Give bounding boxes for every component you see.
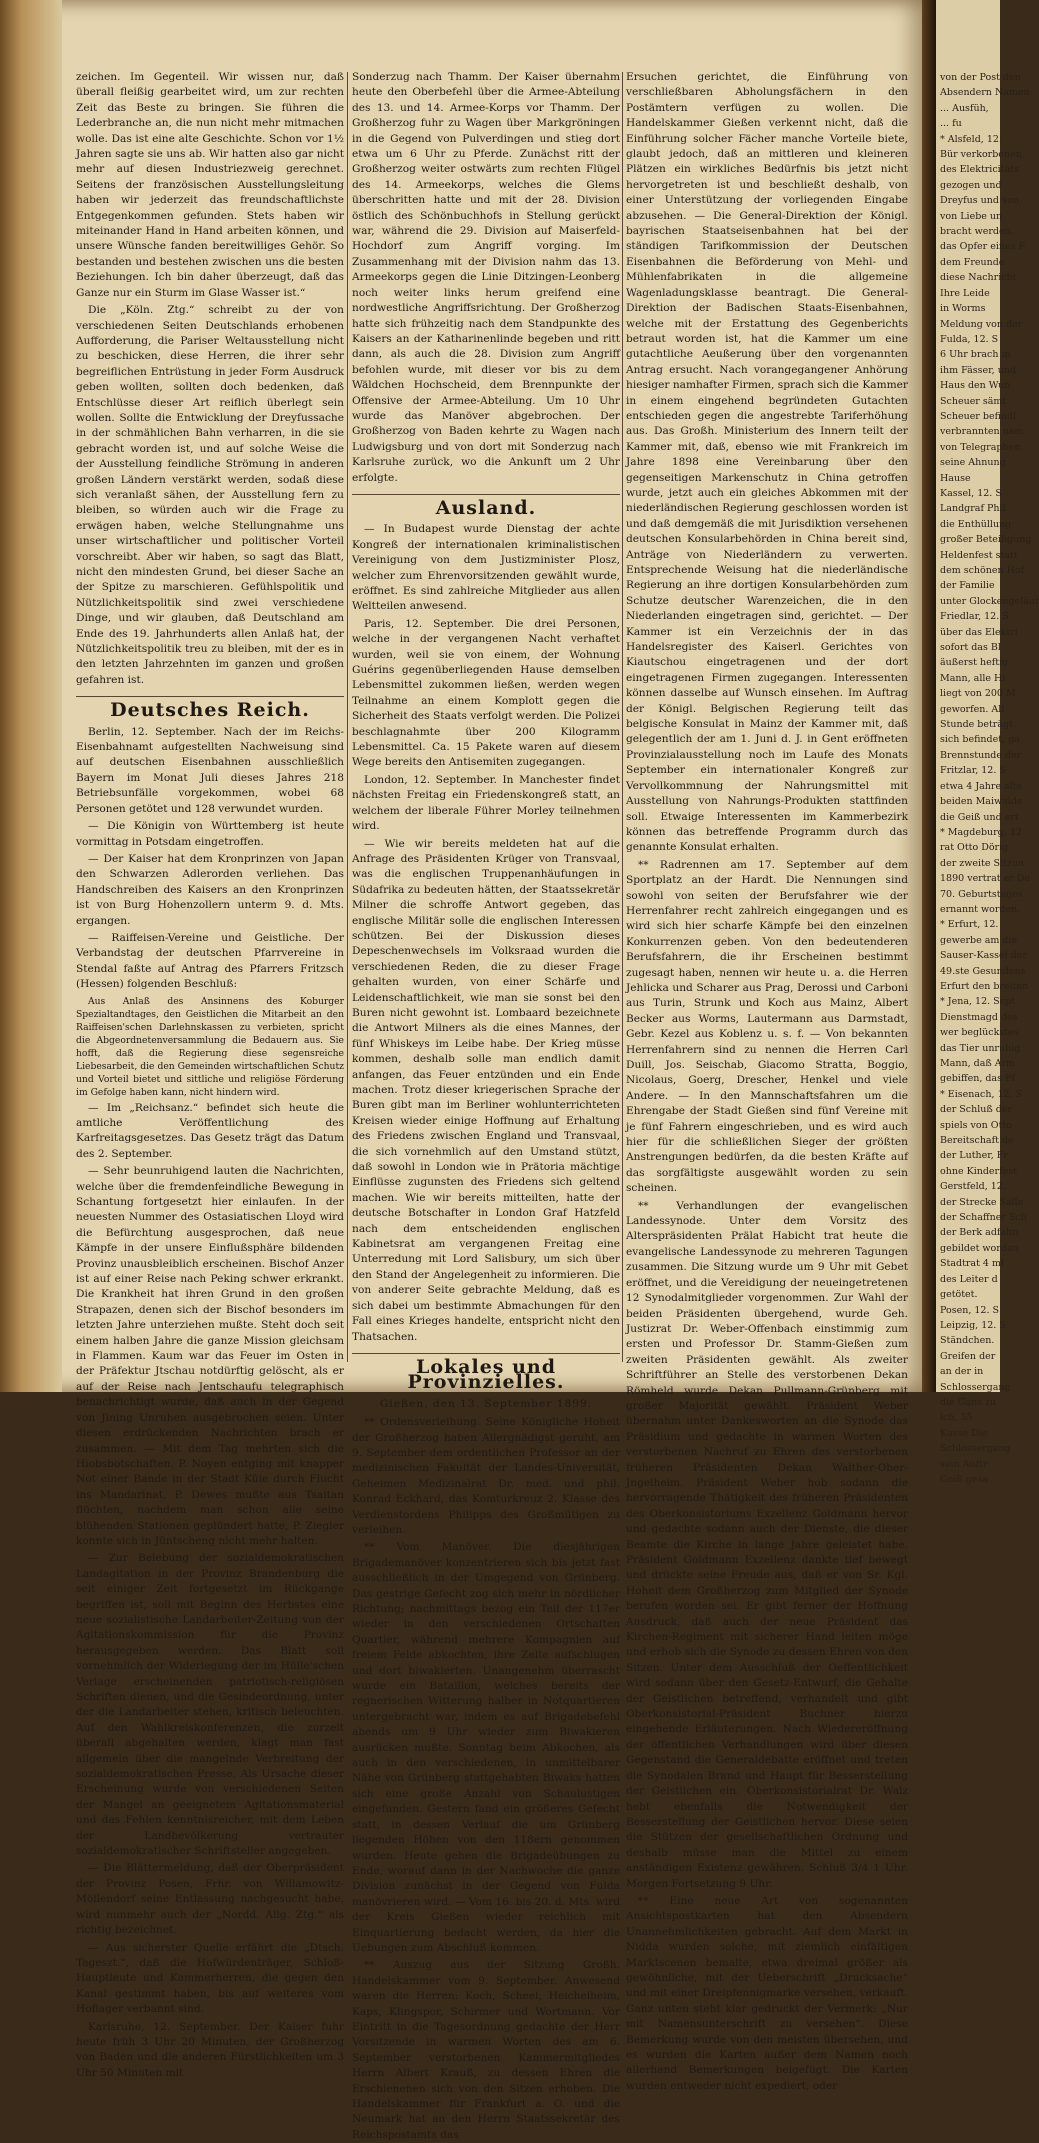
adjacent-page-line: der zweite Sitzun <box>940 857 1025 869</box>
adjacent-page-line: diese Nachricht <box>940 272 1017 284</box>
adjacent-page-line: Friedlar, 12. S <box>940 611 1009 623</box>
adjacent-page-line: bracht werden. <box>940 226 1014 238</box>
paragraph-hofwuerdentraeger: — Aus sicherster Quelle erfährt die „Dtsch. Tageszt.“, daß die Hofwürdenträger, Schloß-Hauptleute und Kammerherren, die gegen den Kanal gestimmt haben, bis auf weiteres vom Hoflager verbannt sind. <box>76 1941 344 2016</box>
adjacent-page-line: Kasse Die <box>940 1427 988 1439</box>
paragraph-manoever-thamm: Sonderzug nach Thamm. Der Kaiser übernahm heute den Oberbefehl über die Armee-Abteilung des 13. und 14. Armee-Korps vor Thamm. Der Großherzog fuhr zu Wagen über Markgröningen in die Gegend von Pulverdingen und stieg dort etwa um 6 Uhr zu Pferde. Zunächst ritt der Großherzog weiter ostwärts zum rechten Flügel des 14. Armeekorps, welches die Glems überschritten hatte und mit der 28. Division östlich des Schönbuchhofs in Stellung gerückt war, während die 29. Division auf Maiserfeld-Hochdorf zum Angriff vorging. Im Zusammenhang mit der Division nahm das 13. Armeekorps gegen die Linie Ditzingen-Leonberg noch weiter links herum greifend eine nordwestliche Angriffsrichtung. Der Großherzog hatte sich frühzeitig nach dem Standpunkte des Kaisers an der Katharinenlinde begeben und ritt dann, als auch die 28. Division zum Angriff befohlen wurde, mit dieser vor bis zu dem Wäldchen Hochscheid, dem Brennpunkte der Offensive der Armee-Abteilung. Um 10 Uhr wurde das Manöver abgebrochen. Der Großherzog von Baden kehrte zu Wagen nach Ludwigsburg und von dort mit Sonderzug nach Karlsruhe zurück, wo die Ankunft um 2 Uhr erfolgte. <box>352 71 620 484</box>
adjacent-page-line: Schlossergang <box>940 1381 1011 1393</box>
paragraph-koelnische-zeitung: Die „Köln. Ztg.“ schreibt zu der von verschiedenen Seiten Deutschlands erhobenen Aufforderung, die Pariser Weltausstellung nicht zu beschicken, diese Herren, die ihrer sehr begreiflichen Entrüstung in jeder Form Ausdruck geben wollten, sollten doch bedenken, daß Entschlüsse dieser Art reiflich überlegt sein wollen. Sollte die Entwicklung der Dreyfussache in der schmählichen Bahn verharren, in die sie gebracht worden ist, und auf solche Weise die der Ausstellung feindliche Strömung in anderen großen Ländern verstärkt werden, sodaß diese sich veranlaßt sähen, der Ausstellung fern zu bleiben, so würden auch wir die Frage zu erwägen haben, welche Stellungnahme uns unser wirtschaftlicher und politischer Vorteil vorschreibt. Aber wir haben, so sagt das Blatt, nicht den mindesten Grund, bei dieser Sache an der Spitze zu marschieren. Gefühlspolitik und Nützlichkeitspolitik sind zwei verschiedene Dinge, und wir glauben, daß Deutschland am Ende des 19. Jahrhunderts allen Anlaß hat, der Nützlichkeitspolitik treu zu bleiben, mit der es in den letzten Jahrzehnten im ganzen und großen gefahren ist. <box>76 304 344 686</box>
adjacent-page-line: Heldenfest statt <box>940 549 1018 561</box>
paragraph-raiffeisen: — Raiffeisen-Vereine und Geistliche. Der Verbandstag der deutschen Pfarrvereine in Stendal faßte auf Antrag des Pfarrers Fritzsch (Hessen) folgenden Beschluß: <box>76 931 344 991</box>
adjacent-page-line: das Tier unruhig <box>940 1042 1021 1054</box>
adjacent-page-line: Stunde beträgt <box>940 719 1013 731</box>
adjacent-page-line: rat Otto Dörig <box>940 842 1009 854</box>
paragraph-ansichtspostkarten: ** Eine neue Art von sogenannten Ansichtspostkarten hat den Absendern Unannehmlichkeiten gebracht. Auf dem Markt in Nidda wurden solche, mit ziemlich einfältigen Marktscenen bemalte, etwa dreimal größer als gewöhnliche, mit der Ueberschrift „Drucksache“ und mit einer Dreipfennigmarke versehen, verkauft. Ganz unten steht klar gedruckt der Vermerk: „Nur mit Namensunterschrift zu versehen“. Diese Bemerkung wurde von den meisten übersehen, und es wurden die Karten außer dem Namen noch allerhand Bemerkungen beigefügt. Die Karten wurden entweder nicht expediert, oder <box>626 1894 908 2092</box>
adjacent-page-line: an der in <box>940 1366 984 1378</box>
adjacent-page-line: unter Glockengeläut <box>940 595 1039 607</box>
adjacent-page-line: großer Beteiligung <box>940 534 1032 546</box>
adjacent-page-line: ohne Kinderfest <box>940 1165 1017 1177</box>
adjacent-page-line: von Telegraphen <box>940 441 1021 453</box>
column-1 <box>76 70 344 2079</box>
adjacent-page-line: ernannt worden. <box>940 903 1021 915</box>
adjacent-page-line: 70. Geburtstages <box>940 888 1023 900</box>
dateline: Gießen, den 13. September 1899. <box>379 1397 593 1410</box>
paragraph-sozialdemokratie: — Zur Belebung der sozialdemokratischen Landagitation in der Provinz Brandenburg die seit einiger Zeit fortgesetzt im Rückgange begriffen ist, soll mit Beginn des Herbstes eine neue sozialistische Landarbeiter-Zeitung von der Agitationskommission für die Provinz herausgegeben werden. Das Blatt soll vornehmlich der Widerlegung der im Hülle'schen Verlage erscheinenden patriotisch-religiösen Schriften dienen, und die Gesindeordnung, unter der die Landarbeiter stehen, kritisch beleuchten. Auf den Wahlkreiskonferenzen, die zurzeit überall abgehalten werden, klagt man fast allgemein über die mangelnde Verbreitung der sozialdemokratischen Presse. Als Ursache dieser Erscheinung wurde von verschiedenen Seiten der Mangel an geeignetem Agitationsmaterial und das Fehlen kenntnisreicher, mit dem Leben der Landbevölkerung vertrauter sozialdemokratischer Schriftsteller angegeben. <box>76 1552 344 1858</box>
adjacent-page-line: * Magdeburg, 12 <box>940 826 1022 838</box>
paragraph-paris: Paris, 12. September. Die drei Personen, welche in der vergangenen Nacht verhaftet wurden, weil sie von einem, der Wohnung Guérins gegenüberliegenden Hause demselben Lebensmittel zukommen ließen, werden wegen Teilnahme an einem Komplott gegen die Sicherheit des Staats verfolgt werden. Die Polizei beschlagnahmte über 200 Kilogramm Lebensmittel. Ca. 15 Pakete waren auf diesem Wege bereits den Antisemiten zugegangen. <box>352 617 620 769</box>
adjacent-page-line: Gerstfeld, 12. <box>940 1181 1006 1193</box>
paragraph-kaiser-japan: — Der Kaiser hat dem Kronprinzen von Japan den Schwarzen Adlerorden verliehen. Das Handschreiben des Kaisers an den Kronprinzen ist von Burg Hohenzollern unterm 9. d. Mts. ergangen. <box>76 852 344 927</box>
adjacent-page-line: Hause <box>940 472 971 484</box>
column-3 <box>626 70 908 2092</box>
adjacent-page-line: Absendern Namen <box>940 87 1030 99</box>
book-gutter <box>922 0 936 1392</box>
paragraph-transvaal: — Wie wir bereits meldeten hat auf die Anfrage des Präsidenten Krüger von Transvaal, was die englischen Truppenanhäufungen in Südafrika zu bedeuten hätten, der Staatssekretär Milner die schroffe Antwort gegeben, das englische Militär solle die englischen Interessen schützen. Bei der Diskussion dieses Depeschenwechsels im Volksraad wurden die verschiedenen Reden, die zu dieser Frage gehalten wurden, von einer Schärfe und Leidenschaftlichkeit, wie man sie sonst bei den Buren nicht gewohnt ist. Lombaard bezeichnete die Antwort Milners als die eines Mannes, der fünf Whiskeys im Leibe habe. Der Krieg müsse kommen, deshalb solle man endlich damit anfangen, das Feuer entzünden und ein Ende machen. Trotz dieser kriegerischen Sprache der Buren gibt man im Berliner wohlunterrichteten Kreisen wieder einige Hoffnung auf Erhaltung des Friedens zwischen England und Transvaal, die sich vornehmlich auf den Umstand stützt, daß sowohl in London wie in Prätoria mächtige Einflüsse zugunsten des Friedens sich geltend machen. Wie wir bereits mitteilten, hatte der deutsche Botschafter in London Graf Hatzfeld nach dem entscheidenden englischen Kabinetsrat am vergangenen Freitag eine Unterredung mit Lord Salisbury, um sich über den Stand der Angelegenheit zu informieren. Die von anderer Seite gebrachte Meldung, daß es sich dabei um bestimmte Abmachungen für den Fall eines Krieges handelte, entspricht nicht den Thatsachen. <box>352 837 620 1343</box>
adjacent-page-line: Scheuer sämt <box>940 395 1007 407</box>
adjacent-page-line: Sauser-Kassel der <box>940 950 1027 962</box>
adjacent-page-line: beiden Maiwalds <box>940 796 1022 808</box>
adjacent-page-line: die Enthüllung <box>940 518 1012 530</box>
paragraph-reichsanzeiger: — Im „Reichsanz.“ befindet sich heute die amtliche Veröffentlichung des Karfreitagsgesetzes. Das Gesetz trägt das Datum des 2. September. <box>76 1101 344 1160</box>
section-heading-lokales: Lokales und Provinzielles. <box>352 1353 620 1391</box>
adjacent-page-line: ich, 55 <box>940 1412 973 1424</box>
paragraph-radrennen: ** Radrennen am 17. September auf dem Sportplatz an der Hardt. Die Nennungen sind sowohl von seiten der Berufsfahrer wie der Herrenfahrer recht zahlreich eingegangen und es wird sich hier scharfe Kämpfe bei den einzelnen Konkurrenzen geben. Von den bedeutenderen Berufsfahrern, die ihr Erscheinen bestimmt zugesagt haben, nennen wir heute u. a. die Herren Jehlicka und Scharer aus Prag, Derossi und Carboni aus Turin, Strunk und Koch aus Mainz, Albert Becker aus Worms, Lautermann aus Darmstadt, Gebr. Kezel aus Koblenz u. s. f. — Von bekannten Herrenfahrern sind zu nennen die Herren Carl Duill, Jos. Seischab, Giacomo Stratta, Boggio, Nicolaus, Goerg, Drescher, Henkel und viele Andere. — In den Mannschaftsfahren um die Ehrengabe der Stadt Gießen sind fünf Vereine mit je fünf Fahrern eingeschrieben, und es wird auch hier für die schließlichen Sieger der größten Anstrengungen bedürfen, da die besten Kräfte auf das sorgfältigste ausgewählt worden zu sein scheinen. <box>626 858 908 1195</box>
paragraph-ordensverleihung: ** Ordensverleihung. Seine Königliche Hoheit der Großherzog haben Allergnädigst geruht, am 9. September dem ordentlichen Professor an der medizinischen Fakultät der Landes-Universität, Geheimen Medizinalrat Dr. med. und phil. Konrad Eckhard, das Komturkreuz 2. Klasse des Verdienstordens Philipps des Großmütigen zu verleihen. <box>352 1416 620 1536</box>
adjacent-page-line: liegt von 200 M <box>940 688 1016 700</box>
adjacent-page-line: Posen, 12. S <box>940 1304 1000 1316</box>
adjacent-page-line: in Worms <box>940 303 986 315</box>
adjacent-page-line: Fritzlar, 12. S <box>940 765 1006 777</box>
paragraph-koenigin: — Die Königin von Württemberg ist heute vormittag in Potsdam eingetroffen. <box>76 820 344 848</box>
paragraph-london-friedenskongress: London, 12. September. In Manchester findet nächsten Freitag ein Friedenskongreß statt, an welchem der liberale Führer Morley teilnehmen wird. <box>352 773 620 833</box>
adjacent-page-line: Ihre Leide <box>940 287 990 299</box>
adjacent-page-line: sofort das Bl <box>940 642 1001 654</box>
adjacent-page-line: der Strecke Salle <box>940 1196 1024 1208</box>
adjacent-page-line: Meldung von der <box>940 318 1023 330</box>
adjacent-page-line: Kassel, 12. S <box>940 487 1002 499</box>
adjacent-page-line: dem Freunde <box>940 256 1005 268</box>
adjacent-page-line: der Familie <box>940 580 995 592</box>
adjacent-page-line: Haus den Wun <box>940 380 1011 392</box>
adjacent-page-line: gezogen und <box>940 179 1002 191</box>
paragraph-schantung: — Sehr beunruhigend lauten die Nachrichten, welche über die fremdenfeindliche Bewegung in Schantung fortgesetzt hier einlaufen. In der neuesten Nummer des Ostasiatischen Lloyd wird die Befürchtung ausgesprochen, daß neue Kämpfe in der unsere Einflußsphäre bildenden Provinz unausbleiblich erscheinen. Bischof Anzer ist auf einer Reise nach Peking schwer erkrankt. Die Krankheit hat ihren Grund in den großen Strapazen, denen sich der Bischof besonders im letzten Jahre unterziehen mußte. Steht doch seit einem halben Jahre die ganze Mission gleichsam in Flammen. Kaum war das Feuer im Osten in der Präfektur Jtschau notdürftig gelöscht, als er auf der Reise nach Jentschaufu telegraphisch benachrichtigt wurde, daß auch in der Gegend von Jining Unruhen ausgebrochen seien. Unter diesen erdrückenden Nachrichten brach er zusammen. — Mit dem Tag mehrten sich die Hiobsbotschaften. P. Noyen entging mit knapper Not einer Bande in der Stadt Küie durch Flucht ins Mandarinat, P. Dewes mußte aus Tsaitan flüchten, nachdem man schon alle seine blühenden Stationen geplündert hatte, P. Ziegler konnte sich in Jüntscheng nicht mehr halten. <box>76 1165 344 1547</box>
adjacent-page-line: das Opfer eines F <box>940 241 1026 253</box>
paragraph-beschluss: Aus Anlaß des Ansinnens des Koburger Spezialtandtages, den Geistlichen die Mitarbeit an den Raiffeisen'schen Darlehnskassen zu verbieten, spricht die Abgeordnetenversammlung die Bedauern aus. Sie hofft, daß die Regierung diese segensreiche Liebesarbeit, die den Gemeinden wirtschaftlichen Schutz und Vorteil bietet und sittliche und religiöse Förderung im Gefolge haben kann, nicht hindern wird. <box>76 995 344 1098</box>
paragraph-handelskammer: ** Auszug aus der Sitzung Großh. Handelskammer vom 9. September. Anwesend waren die Herren: Koch, Scheel, Heichelheim, Kaps, Klingspor, Schirmer und Wortmann. Vor Eintritt in die Tagesordnung gedachte der Herr Vorsitzende in warmen Worten des am 6. September verstorbenen Kammermitgliedes Herrn Albert Krauß, zu dessen Ehren die Erschienenen sich von den Sitzen erhoben. Die Handelskammer für Frankfurt a. O. und die Neumark hat an den Herrn Staatssekretär des Reichspostamts das <box>352 1959 620 2141</box>
adjacent-page-line: Stadtrat 4 ml <box>940 1258 1005 1270</box>
adjacent-page-line: Mann, alle Hi <box>940 672 1006 684</box>
adjacent-page-line: dem schönen Hof <box>940 565 1025 576</box>
adjacent-page-line: Schlossergang <box>940 1443 1011 1455</box>
adjacent-page-line: die Gans zu <box>940 1396 997 1408</box>
paragraph-oberpraesident-posen: — Die Blättermeldung, daß der Oberpräsident der Provinz Posen, Frhr. von Willamowitz-Möllendorf seine Entlassung nachgesucht habe, wird nunmehr auch der „Nordd. Allg. Ztg.“ als richtig bezeichnet. <box>76 1862 344 1937</box>
adjacent-page-line: äußerst heftig <box>940 657 1009 669</box>
adjacent-page-line: des Elektricitäts <box>940 164 1019 176</box>
adjacent-page-line: gewerbe am die <box>940 934 1018 946</box>
adjacent-page-line: Dienstmagd des <box>940 1011 1018 1023</box>
adjacent-page-line: von der Post den <box>940 72 1021 83</box>
adjacent-page-line: Brennstunde der <box>940 749 1022 761</box>
paragraph-karlsruhe: Karlsruhe, 12. September. Der Kaiser fuhr heute früh 3 Uhr 20 Minuten, der Großherzog von Baden und die anderen Fürstlichkeiten um 3 Uhr 50 Minuten mit <box>76 2020 344 2079</box>
paragraph-abholungsfaecher: Ersuchen gerichtet, die Einführung von verschließbaren Abholungsfächern in den Postämtern verfügen zu wollen. Die Handelskammer Gießen verkennt nicht, daß die Einführung solcher Fächer manche Vorteile biete, glaubt jedoch, daß an mittleren und kleineren Plätzen ein wirkliches Bedürfnis bis jetzt nicht hervorgetreten ist und beschließt deshalb, von einer Unterstützung der vorliegenden Eingabe abzusehen. — Die General-Direktion der Königl. bayrischen Staatseisenbahnen hat bei der ständigen Tarifkommission der Deutschen Eisenbahnen die Beförderung von Mehl- und Mühlenfabrikaten in die allgemeine Wagenladungsklasse beantragt. Die General-Direktion der Badischen Staats-Eisenbahnen, welche mit der Erstattung des Gegenberichts betraut worden ist, hat die Kammer um eine gutachtliche Aeußerung über den vorgenannten Antrag ersucht. Nach vorangegangener Anhörung hiesiger namhafter Firmen, sprach sich die Kammer in einem eingehend begründeten Gutachten entschieden gegen die angestrebte Tariferhöhung aus. Das Großh. Ministerium des Innern teilt der Kammer mit, daß, ebenso wie mit Frankreich im Jahre 1898 eine Vereinbarung über den gegenseitigen Markenschutz in China getroffen wurde, jetzt auch ein gleiches Abkommen mit der niederländischen Regierung geschlossen worden ist und daß demgemäß die mit Jurisdiktion versehenen deutschen Konsularbehörden in China bereit sind, Anträge von Niederländern zu verwerten. Entsprechende Weisung hat die niederländische Regierung an ihre dortigen Konsularbehörden zum Schutze deutscher Warenzeichen, die in den Niederlanden eingetragen sind, gerichtet. — Der Kammer ist ein Verzeichnis der in das Handelsregister des Kaiserl. Gerichtes von Kiautschou eingetragenen und der dort eingetragenen Firmen zugegangen. Interessenten können dasselbe auf Wunsch einsehen. Im Auftrag der Königl. Belgischen Regierung teilt das belgische Konsulat in Mainz der Kammer mit, daß gelegentlich der am 1. Juni d. J. in Gent eröffneten Provinzialausstellung noch im Laufe des Monats September ein internationaler Kongreß zur Vervollkommnung der Nahrungsmittel mit Ausstellung von Nahrungs-Produkten stattfinden soll. Etwaige Interessenten im Kammerbezirk können das betreffende Programm durch das genannte Konsulat erhalten. <box>626 71 908 854</box>
adjacent-page-line: * Eisenach, 12. S <box>940 1088 1023 1100</box>
adjacent-page-line: gebiffen, das Pf <box>940 1073 1015 1085</box>
paragraph-berlin-eisenbahn: Berlin, 12. September. Nach der im Reichs-Eisenbahnamt aufgestellten Nachweisung sind auf deutschen Eisenbahnen ausschließlich Bayern im Monat Juli dieses Jahres 218 Betriebsunfälle vorgekommen, wobei 68 Personen getötet und 128 verwundet wurden. <box>76 725 344 815</box>
adjacent-page-line: etwa 4 Jahre alte <box>940 780 1023 792</box>
adjacent-page-line: * Jena, 12. Sept <box>940 996 1016 1008</box>
adjacent-page-line: seine Ahnung <box>940 457 1006 469</box>
adjacent-page-line: Bür verkorbenen <box>940 149 1022 161</box>
adjacent-page-line: Scheuer befindl <box>940 410 1017 422</box>
adjacent-page-line: 1890 vertrat er De <box>940 873 1031 885</box>
adjacent-page-line: Landgraf Phil <box>940 503 1006 515</box>
section-heading-ausland: Ausland. <box>352 494 620 516</box>
adjacent-page-line: wer beglückstes <box>940 1027 1019 1039</box>
adjacent-page-line: sein Auftr <box>940 1458 988 1470</box>
paragraph-vom-manoever: ** Vom Manöver. Die diesjährigen Brigademanöver konzentrieren sich bis jetzt fast ausschließlich in der Umgegend von Grünberg. Das gestrige Gefecht zog sich mehr in nördlicher Richtung; nachmittags bezog ein Teil der 117er wieder in den verschiedenen Ortschaften Quartier, während mehrere Kompagnien auf freiem Felde abkochten, ihre Zelte aufschlugen und dort biwakierten. Unangenehm überrascht wurde ein Bataillon, welches bereits der regnerischen Witterung halber in Notquartieren untergebracht war, indem es auf Brigadebefehl abends um 9 Uhr wieder zum Biwakieren ausrücken mußte. Sonntag beim Abkochen, als auch in den verschiedenen, in unmittelbarer Nähe von Grünberg stattgehabten Biwaks hatten sich eine große Anzahl von Schaulustigen eingefunden. Gestern fand ein größeres Gefecht statt, in dessen Verlauf die um Grünberg liegenden Höhen von den 118ern genommen wurden. Heute gehen die Brigadeübungen zu Ende, worauf dann in der Nachwoche die ganze Division zunächst in der Gegend von Fulda manövrieren wird. — Vom 16. bis 20. d. Mts. wird der Kreis Gießen wieder reichlich mit Einquartierung bedacht werden, da hier die Uebungen zum Abschluß kommen. <box>352 1541 620 1954</box>
adjacent-page-line: * Alsfeld, 12. <box>940 133 1002 145</box>
adjacent-page-line: Mann, daß Arm <box>940 1058 1016 1069</box>
adjacent-page-line: ... fu <box>940 118 962 130</box>
adjacent-page-line: ... Ausfüh, <box>940 102 989 114</box>
adjacent-page-line: Erfurt den breiten <box>940 980 1029 992</box>
paragraph-landessynode: ** Verhandlungen der evangelischen Landessynode. Unter dem Vorsitz des Alterspräsidenten Prälat Habicht trat heute die evangelische Landessynode zu mehreren Tagungen zusammen. Die Sitzung wurde um 9 Uhr mit Gebet eröffnet, und die Vereidigung der neueingetretenen 12 Synodalmitglieder vorgenommen. Zur Wahl der beiden Präsidenten übergehend, wurde Geh. Justizrat Dr. Weber-Offenbach einstimmig zum ersten und Professor Dr. Stamm-Gießen zum zweiten Präsidenten gewählt. Als zweiter Schriftführer an Stelle des verstorbenen Dekan Römheld wurde Dekan Pullmann-Grünberg mit großer Majorität gewählt. Präsident Weber übernahm unter Dankesworten an die Synode das Präsidium und gedachte in warmen Worten des verstorbenen Nachruf zu Ehren des verstorbenen früheren Präsidenten Dekan Walther-Ober-Jngelheim. Präsident Weber hob sodann die hervorragende Thätigkeit des früheren Präsidenten des Oberkonsistoriums Exzellenz Goldmann hervor und gedachte sodann auch der Dienste, die dieser Beamte die Kirche in lange Jahre geleistet habe. Präsident Goldmann Exzellenz dankte tief bewegt und drückte seine Freude aus, daß er von Sr. Kgl. Hoheit dem Großherzog zum Mitglied der Synode berufen worden sei. Er gibt ferner der Hoffnung Ausdruck, daß auch der neue Präsident das Kirchen-Regiment mit sicherer Hand leiten möge und erhob sich die Synode zu dessen Ehren von den Sitzen. Unter dem Ausschluß der Oeffentlichkeit wird sodann über den Gesetz-Entwurf, die Gehalte der Geistlichen betreffend, verhandelt und gibt Oberkonsistorial-Präsident Buchner hierzu eingehende Erläuterungen. Nach Wiedereröffnung der öffentlichen Verhandlungen wird über diesen Gegenstand die Generaldebatte eröffnet und treten die Synodalen Brand und Haupt für Besserstellung der Geistlichen ein. Oberkonsistorialrat Dr. Walz hebt ebenfalls die Notwendigkeit der Besserstellung der Geistlichen hervor. Diese seien die Stützen der gesellschaftlichen Ordnung und deshalb müsse man die Mittel zu einem anständigen Existenz gewähren. Schluß 3/4 1 Uhr. Morgen Fortsetzung 9 Uhr. <box>626 1199 908 1890</box>
adjacent-page-line: Geiß gesa <box>940 1473 988 1485</box>
adjacent-page-line: die Geiß und ert <box>940 811 1019 823</box>
adjacent-page-line: der Berk adfahn <box>940 1227 1019 1239</box>
column-rule <box>622 72 623 1362</box>
paragraph-ausstellung: zeichen. Im Gegenteil. Wir wissen nur, daß überall fleißig gearbeitet wird, um zur rechten Zeit das Beste zu bringen. Sie führen die Lederbranche an, die nun nicht mehr mitmachen wolle. Das ist eine alte Geschichte. Schon vor 1½ Jahren sagte sie uns ab. Wir hatten also gar nicht mehr auf diesen Industriezweig gerechnet. Seitens der französischen Ausstellungsleitung haben wir jederzeit das freundschaftlichste Entgegenkommen gefunden. Stets haben wir miteinander Hand in Hand arbeiten können, und unsere Wünsche fanden bereitwilliges Gehör. So bestanden und bestehen zwischen uns die besten Beziehungen. Ich bin daher überzeugt, daß das Ganze nur ein Sturm im Glase Wasser ist.“ <box>76 71 344 299</box>
adjacent-page-line: 49.ste Gesundens <box>940 965 1026 977</box>
adjacent-page-line: Bereitschaft de <box>940 1135 1014 1147</box>
adjacent-page-line: 6 Uhr brach in <box>940 349 1011 361</box>
adjacent-page-line: getötet. <box>940 1289 978 1301</box>
adjacent-page-line: der Schaffner Sch <box>940 1212 1027 1224</box>
adjacent-page-line: der Luther, Fr <box>940 1150 1008 1162</box>
adjacent-page-line: Fulda, 12. S <box>940 333 999 345</box>
adjacent-page-line: Leipzig, 12. S <box>940 1319 1006 1331</box>
adjacent-page-line: ihm Fässer, und <box>940 364 1017 376</box>
adjacent-page-line: verbrannten nam <box>940 426 1024 438</box>
adjacent-page-line: Ständchen. <box>940 1335 995 1347</box>
paragraph-budapest: — In Budapest wurde Dienstag der achte Kongreß der internationalen kriminalistischen Vereinigung von dem Justizminister Plosz, welcher zum Ehrenvorsitzenden gewählt wurde, eröffnet. Es sind zahlreiche Mitglieder aus allen Weltteilen anwesend. <box>352 523 620 613</box>
adjacent-page-line: Greifen der <box>940 1350 996 1362</box>
adjacent-page-line: spiels von Otto <box>940 1119 1012 1131</box>
adjacent-page-fragment <box>936 0 1039 1485</box>
adjacent-page-line: geworfen. All <box>940 703 1005 715</box>
adjacent-page-line: der Schluß der <box>940 1104 1012 1116</box>
section-heading-deutsches-reich: Deutsches Reich. <box>76 696 344 718</box>
column-rule <box>347 72 348 1362</box>
adjacent-page-line: über das Elektri <box>940 626 1018 638</box>
adjacent-page-line: gebildet worden <box>940 1242 1019 1254</box>
adjacent-page-line: * Erfurt, 12. <box>940 919 999 931</box>
column-2 <box>352 70 620 2141</box>
adjacent-page-line: sich befindet, ga <box>940 734 1020 746</box>
adjacent-page-line: des Leiter d <box>940 1273 998 1285</box>
adjacent-page-line: von Liebe un <box>940 210 1003 222</box>
adjacent-page-line: Dreyfus und von <box>940 195 1020 207</box>
